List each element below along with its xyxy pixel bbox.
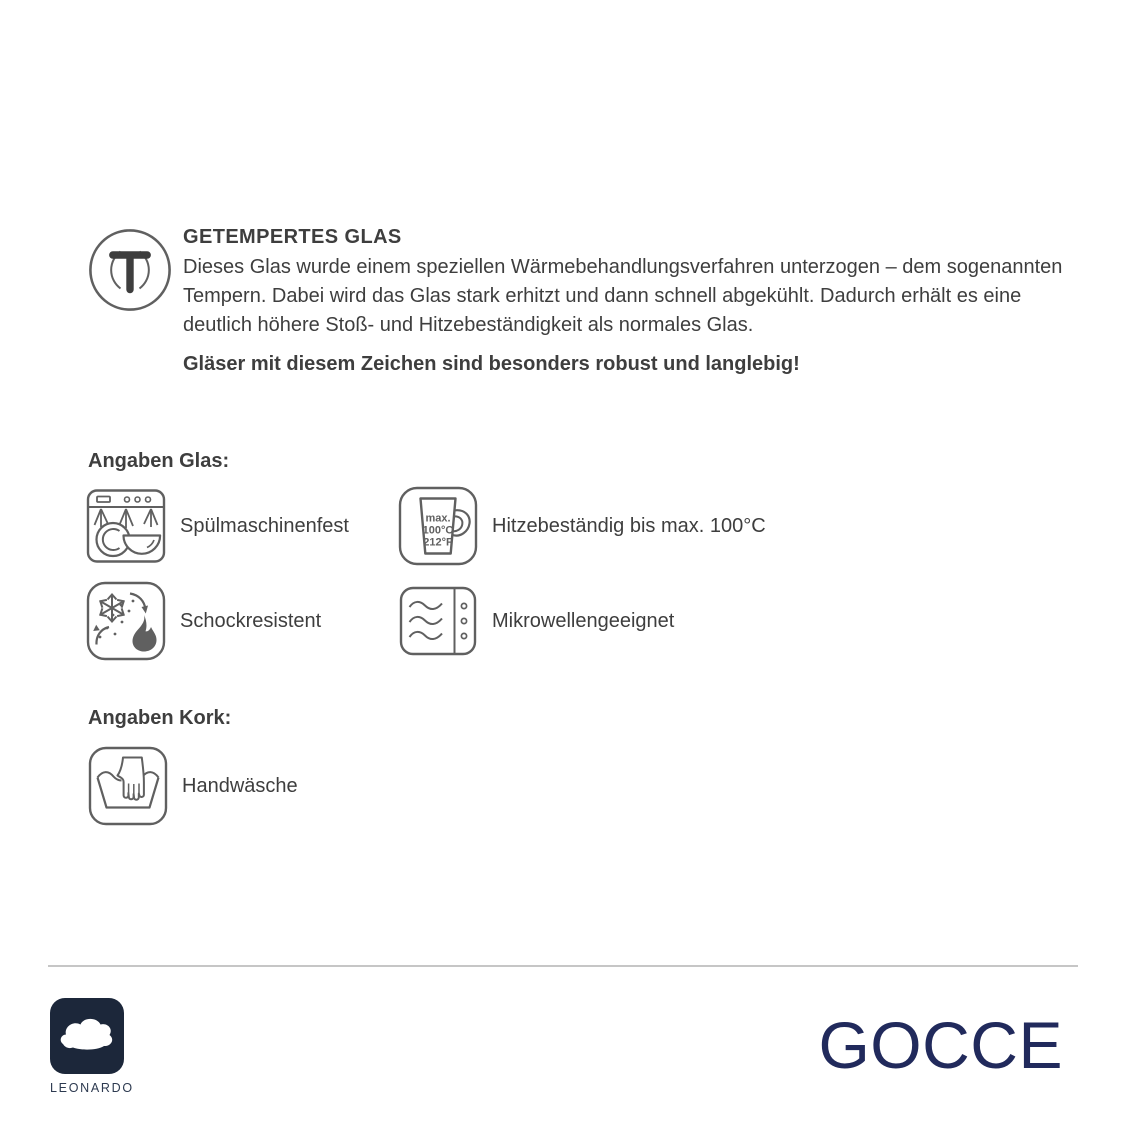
feature-handwash — [88, 746, 298, 826]
brand-name: LEONARDO — [50, 1081, 134, 1095]
feature-label: Spülmaschinenfest — [180, 514, 349, 537]
tempered-glass-description: Dieses Glas wurde einem speziellen Wärmebehandlungsverfahren unterzogen – dem sogenannten Tempern. Dabei wird das Glas stark erhitzt und dann schnell abgekühlt. Dadurch erhält es eine deutlich höhere Stoß- und Hitzebeständigkeit als normales Glas. — [183, 256, 1063, 336]
feature-label: Schockresistent — [180, 609, 322, 632]
dishwasher-safe-icon — [86, 486, 166, 566]
feature-label: Handwäsche — [182, 774, 298, 797]
tempered-glass-t-icon — [88, 228, 172, 312]
feature-shock-resistant — [86, 581, 321, 661]
feature-dishwasher-safe — [86, 486, 349, 566]
feature-heat-resistant — [398, 486, 766, 566]
feature-label: Mikrowellengeeignet — [492, 609, 675, 632]
cork-section-heading: Angaben Kork: — [88, 707, 232, 729]
handwash-icon — [88, 746, 168, 826]
product-name: GOCCE — [818, 1008, 1063, 1082]
mug-badge-line: 212°F — [423, 536, 453, 549]
glass-section-heading: Angaben Glas: — [88, 450, 230, 472]
leonardo-cloud-logo-icon — [50, 998, 124, 1074]
tempered-glass-highlight: Gläser mit diesem Zeichen sind besonders robust und langlebig! — [183, 353, 800, 375]
feature-label: Hitzebeständig bis max. 100°C — [492, 514, 766, 537]
heat-resistant-icon — [398, 486, 478, 566]
shock-resistant-icon — [86, 581, 166, 661]
mug-badge-line: max. — [425, 512, 451, 525]
tempered-glass-title: GETEMPERTES GLAS — [183, 226, 402, 248]
microwave-safe-icon — [398, 581, 478, 661]
footer-divider — [48, 965, 1078, 967]
mug-badge-line: 100°C — [422, 524, 454, 537]
feature-microwave-safe — [398, 581, 674, 661]
